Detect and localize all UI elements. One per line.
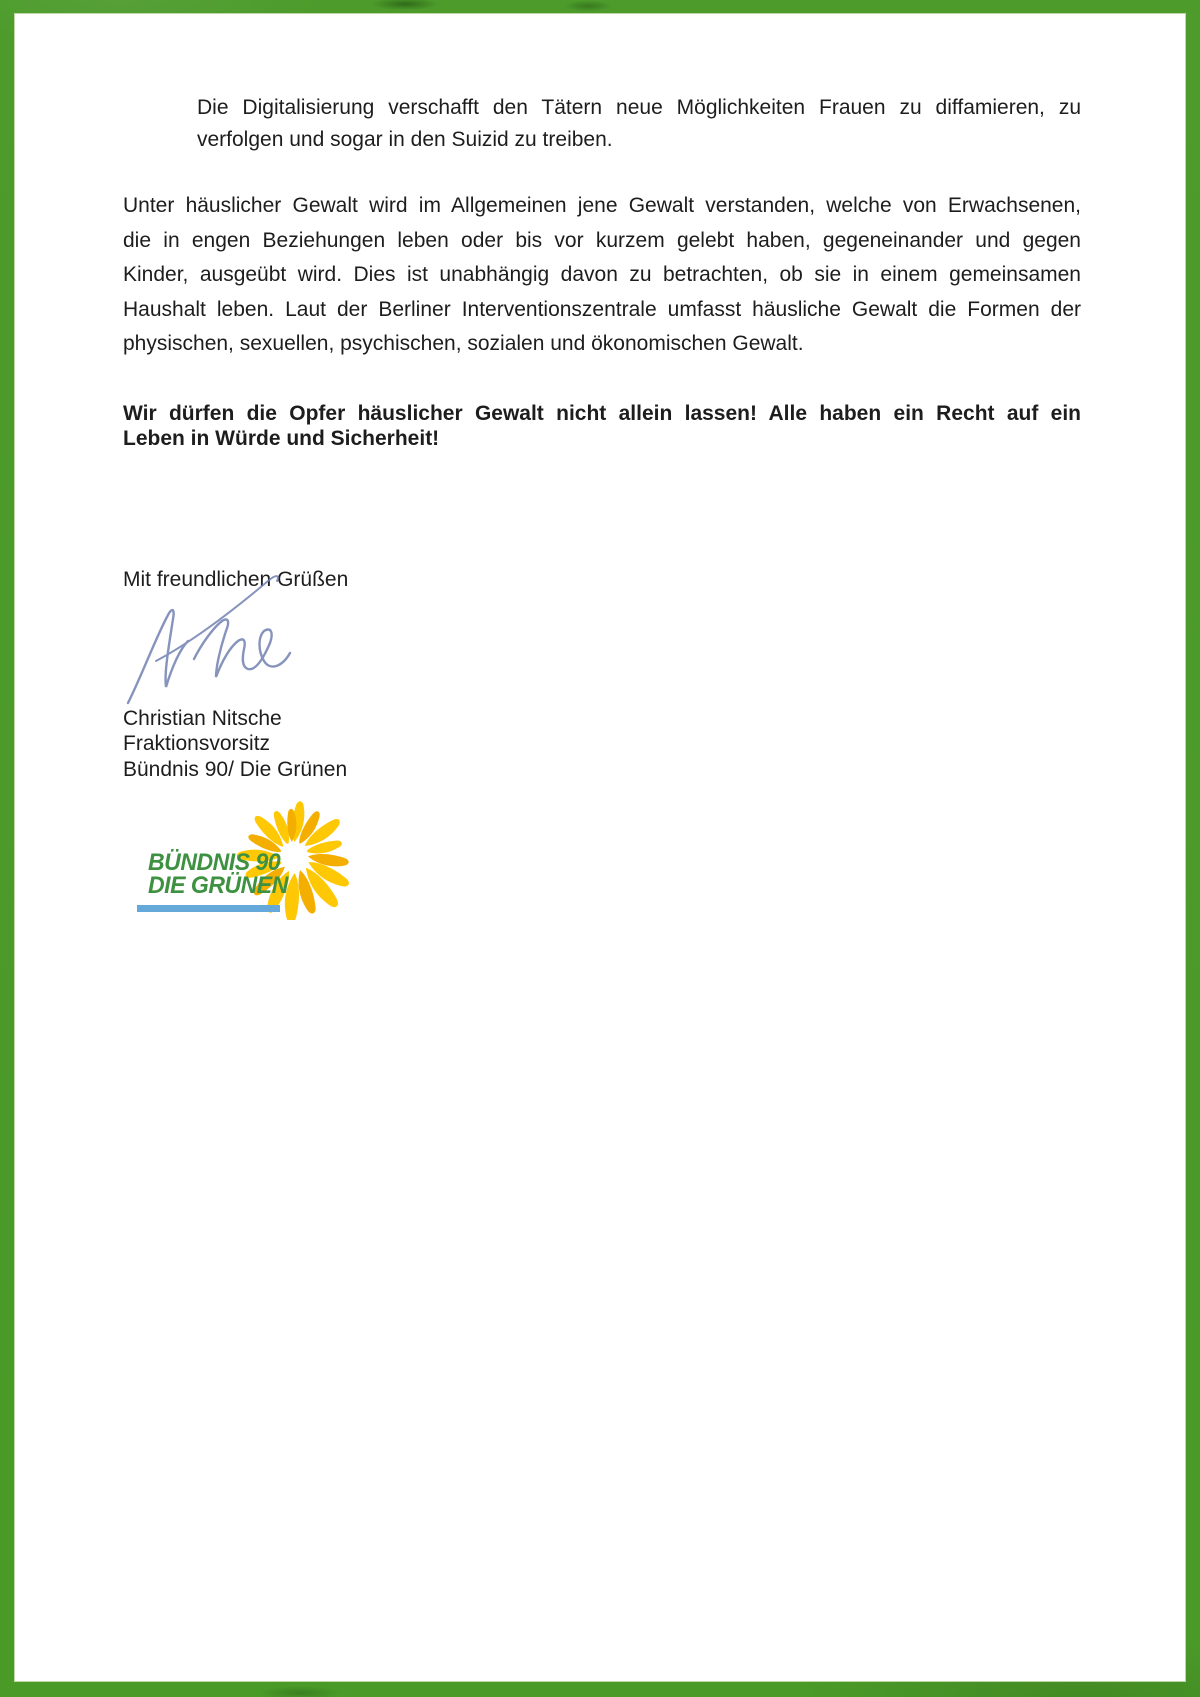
signature-block [123,706,347,782]
closing-salutation: Mit freundlichen Grüßen [123,568,349,591]
paragraph-line: Unter häuslicher Gewalt wird im Allgemeinen jene Gewalt verstanden, welche von Erwachsenen, [123,194,1081,217]
logo-underline [137,905,280,912]
paragraph-line: Haushalt leben. Laut der Berliner Interventionszentrale umfasst häusliche Gewalt die Formen der [123,297,1081,321]
body-paragraph [123,189,1081,362]
paragraph-line: verfolgen und sogar in den Suizid zu treiben. [197,128,613,151]
paragraph-line: Kinder, ausgeübt wird. Dies ist unabhängig davon zu betrachten, ob sie in einem gemeinsamen [123,263,1081,286]
paragraph-line: die in engen Beziehungen leben oder bis vor kurzem gelebt haben, gegeneinander und gegen [123,228,1081,252]
paragraph-line: Die Digitalisierung verschafft den Tätern neue Möglichkeiten Frauen zu diffamieren, zu [197,96,1081,119]
logo-line-1: BÜNDNIS 90 [148,849,281,876]
signer-party: Bündnis 90/ Die Grünen [123,757,348,781]
signer-role: Fraktionsvorsitz [123,732,271,756]
handwritten-signature [120,565,295,705]
intro-paragraph [197,92,1081,156]
signer-name: Christian Nitsche [123,707,282,730]
letter-page [15,14,1185,1681]
paragraph-line: Leben in Würde und Sicherheit! [123,427,440,450]
paragraph-line: Wir dürfen die Opfer häuslicher Gewalt nicht allein lassen! Alle haben ein Recht auf ein [123,402,1081,425]
signature-ink-icon [120,565,295,705]
party-logo [135,794,375,939]
logo-line-2: DIE GRÜNEN [148,872,288,899]
logo-wordmark [148,851,288,897]
paragraph-line: physischen, sexuellen, psychischen, sozialen und ökonomischen Gewalt. [123,332,804,355]
emphasis-paragraph [123,401,1081,451]
